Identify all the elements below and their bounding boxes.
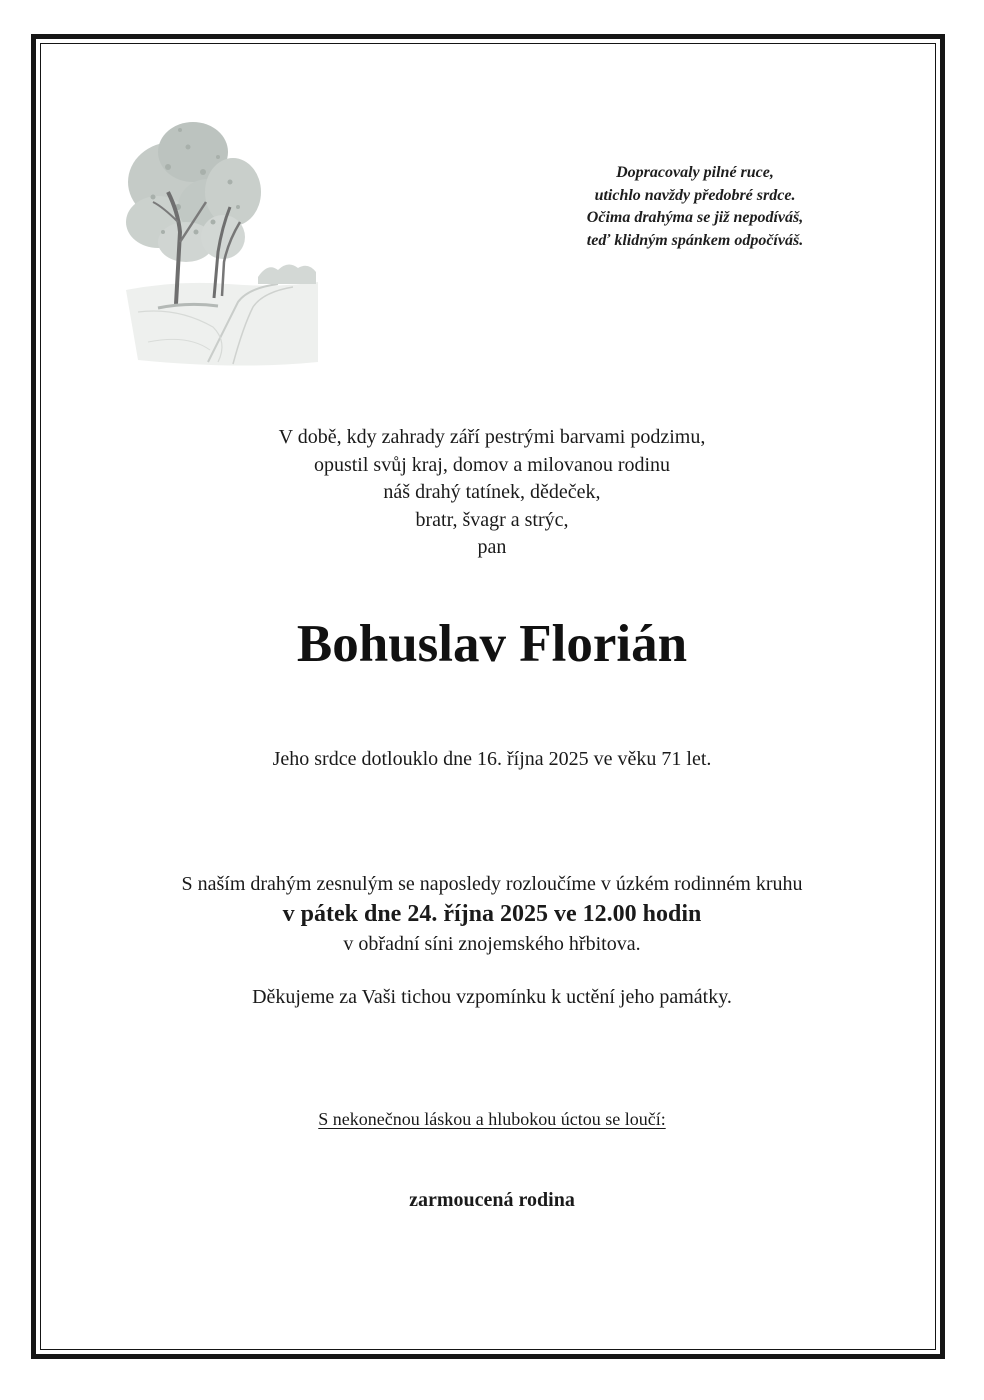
intro-line: pan — [477, 536, 507, 558]
intro-line: bratr, švagr a strýc, — [415, 508, 569, 531]
farewell-line — [0, 1106, 984, 1132]
intro-line: V době, kdy zahrady září pestrými barvami podzimu, — [278, 426, 706, 448]
funeral-location: v obřadní síni znojemského hřbitova. — [343, 933, 641, 955]
funeral-intro-line: S naším drahým zesnulým se naposledy rozloučíme v úzkém rodinném kruhu — [181, 873, 803, 895]
poem-line: Dopracovaly pilné ruce, — [616, 164, 774, 181]
tree-landscape-illustration — [118, 112, 324, 370]
death-notice: Jeho srdce dotlouklo dne 16. října 2025 ve věku 71 let. — [272, 748, 712, 770]
family-signature: zarmoucená rodina — [409, 1189, 575, 1211]
poem-line: teď klidným spánkem odpočíváš. — [586, 231, 804, 249]
farewell-text: S nekonečnou láskou a hlubokou úctou se loučí: — [318, 1109, 666, 1129]
intro-line: opustil svůj kraj, domov a milovanou rodinu — [313, 453, 671, 476]
thanks-line: Děkujeme za Vaši tichou vzpomínku k uctění jeho památky. — [252, 986, 732, 1008]
funeral-details — [0, 870, 984, 958]
funeral-date-time: v pátek dne 24. října 2025 ve 12.00 hodin — [282, 901, 702, 927]
poem-line: utichlo navždy předobré srdce. — [594, 186, 796, 204]
poem-line: Očima drahýma se již nepodíváš, — [586, 209, 804, 226]
deceased-name: Bohuslav Florián — [296, 615, 688, 673]
announcement-intro — [0, 424, 984, 562]
memorial-poem — [520, 162, 870, 252]
intro-line: náš drahý tatínek, dědeček, — [383, 481, 601, 503]
